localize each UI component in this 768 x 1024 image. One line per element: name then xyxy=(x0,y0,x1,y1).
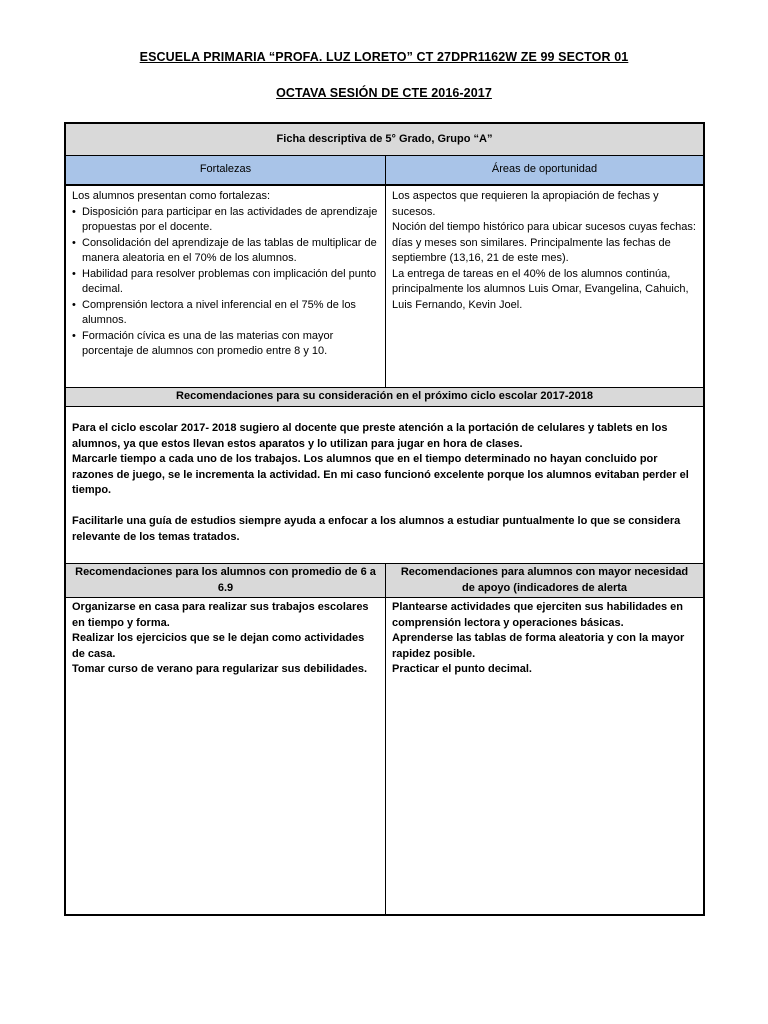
promedio-paragraph: Realizar los ejercicios que se le dejan como actividades de casa. xyxy=(72,632,365,660)
strengths-content-row xyxy=(66,186,703,388)
paragraph-gap xyxy=(72,499,697,515)
students-header-row xyxy=(66,564,703,598)
recommendations-body-row xyxy=(66,407,703,564)
apoyo-cell xyxy=(386,598,703,914)
apoyo-paragraph: Aprenderse las tablas de forma aleatoria y con la mayor rapidez posible. xyxy=(392,632,685,660)
ficha-descriptiva-table xyxy=(64,122,705,916)
apoyo-header: Recomendaciones para alumnos con mayor necesidad de apoyo (indicadores de alerta xyxy=(400,566,689,594)
list-item: • Disposición para participar en las actividades de aprendizaje propuestas por el docente. xyxy=(72,205,379,236)
fortalezas-intro: Los alumnos presentan como fortalezas: xyxy=(72,190,271,202)
list-item: • Formación cívica es una de las materias con mayor porcentaje de alumnos con promedio entre 8 y 10. xyxy=(72,329,379,360)
recommendation-paragraph: Marcarle tiempo a cada uno de los trabajos. Los alumnos que en el tiempo determinado no hayan concluido por razones de juego, se le incrementa la actividad. En mi caso funcionó excelente porque los alumnos evitaban perder el tiempo. xyxy=(72,453,689,496)
list-item: • Habilidad para resolver problemas con implicación del punto decimal. xyxy=(72,267,379,298)
promedio-header: Recomendaciones para los alumnos con promedio de 6 a 6.9 xyxy=(66,564,386,597)
promedio-paragraph: Organizarse en casa para realizar sus trabajos escolares en tiempo y forma. xyxy=(72,601,369,629)
areas-paragraph: Noción del tiempo histórico para ubicar sucesos cuyas fechas: días y meses son similares. Principalmente las fechas de septiembre (13,16, 21 de este mes). xyxy=(392,221,696,264)
apoyo-paragraph: Practicar el punto decimal. xyxy=(392,663,532,675)
list-item: • Consolidación del aprendizaje de las tablas de multiplicar de manera aleatoria en el 70% de los alumnos. xyxy=(72,236,379,267)
ficha-title: Ficha descriptiva de 5° Grado, Grupo “A” xyxy=(276,132,493,145)
recommendation-paragraph: Facilitarle una guía de estudios siempre ayuda a enfocar a los alumnos a estudiar puntualmente lo que se considera relevante de los temas tratados. xyxy=(72,515,681,543)
promedio-paragraph: Tomar curso de verano para regularizar sus debilidades. xyxy=(72,663,368,675)
list-item: • Comprensión lectora a nivel inferencial en el 75% de los alumnos. xyxy=(72,298,379,329)
recommendations-title-row xyxy=(66,388,703,407)
fortalezas-header: Fortalezas xyxy=(66,156,386,184)
apoyo-paragraph: Plantearse actividades que ejerciten sus habilidades en comprensión lectora y operaciones básicas. xyxy=(392,601,684,629)
areas-paragraph: Los aspectos que requieren la apropiación de fechas y sucesos. xyxy=(392,190,659,218)
areas-header: Áreas de oportunidad xyxy=(491,163,598,176)
fortalezas-list xyxy=(72,205,379,360)
recommendation-paragraph: Para el ciclo escolar 2017- 2018 sugiero al docente que preste atención a la portación de celulares y tablets en los alumnos, ya que estos llevan estos aparatos y lo utilizan para jugar en hora de clases. xyxy=(72,422,668,450)
school-header: ESCUELA PRIMARIA “PROFA. LUZ LORETO” CT 27DPR1162W ZE 99 SECTOR 01 xyxy=(139,50,629,64)
areas-paragraph: La entrega de tareas en el 40% de los alumnos continúa, principalmente los alumnos Luis Omar, Evangelina, Cahuich, Luis Fernando, Kevin Joel. xyxy=(392,267,689,311)
ficha-title-row xyxy=(66,124,703,156)
recommendations-body xyxy=(66,407,703,563)
areas-cell xyxy=(386,186,703,387)
strengths-header-row xyxy=(66,156,703,186)
recommendations-title: Recomendaciones para su consideración en el próximo ciclo escolar 2017-2018 xyxy=(176,390,593,403)
students-content-row xyxy=(66,598,703,914)
fortalezas-cell xyxy=(66,186,386,387)
session-title: OCTAVA SESIÓN DE CTE 2016-2017 xyxy=(276,86,492,100)
promedio-cell xyxy=(66,598,386,914)
